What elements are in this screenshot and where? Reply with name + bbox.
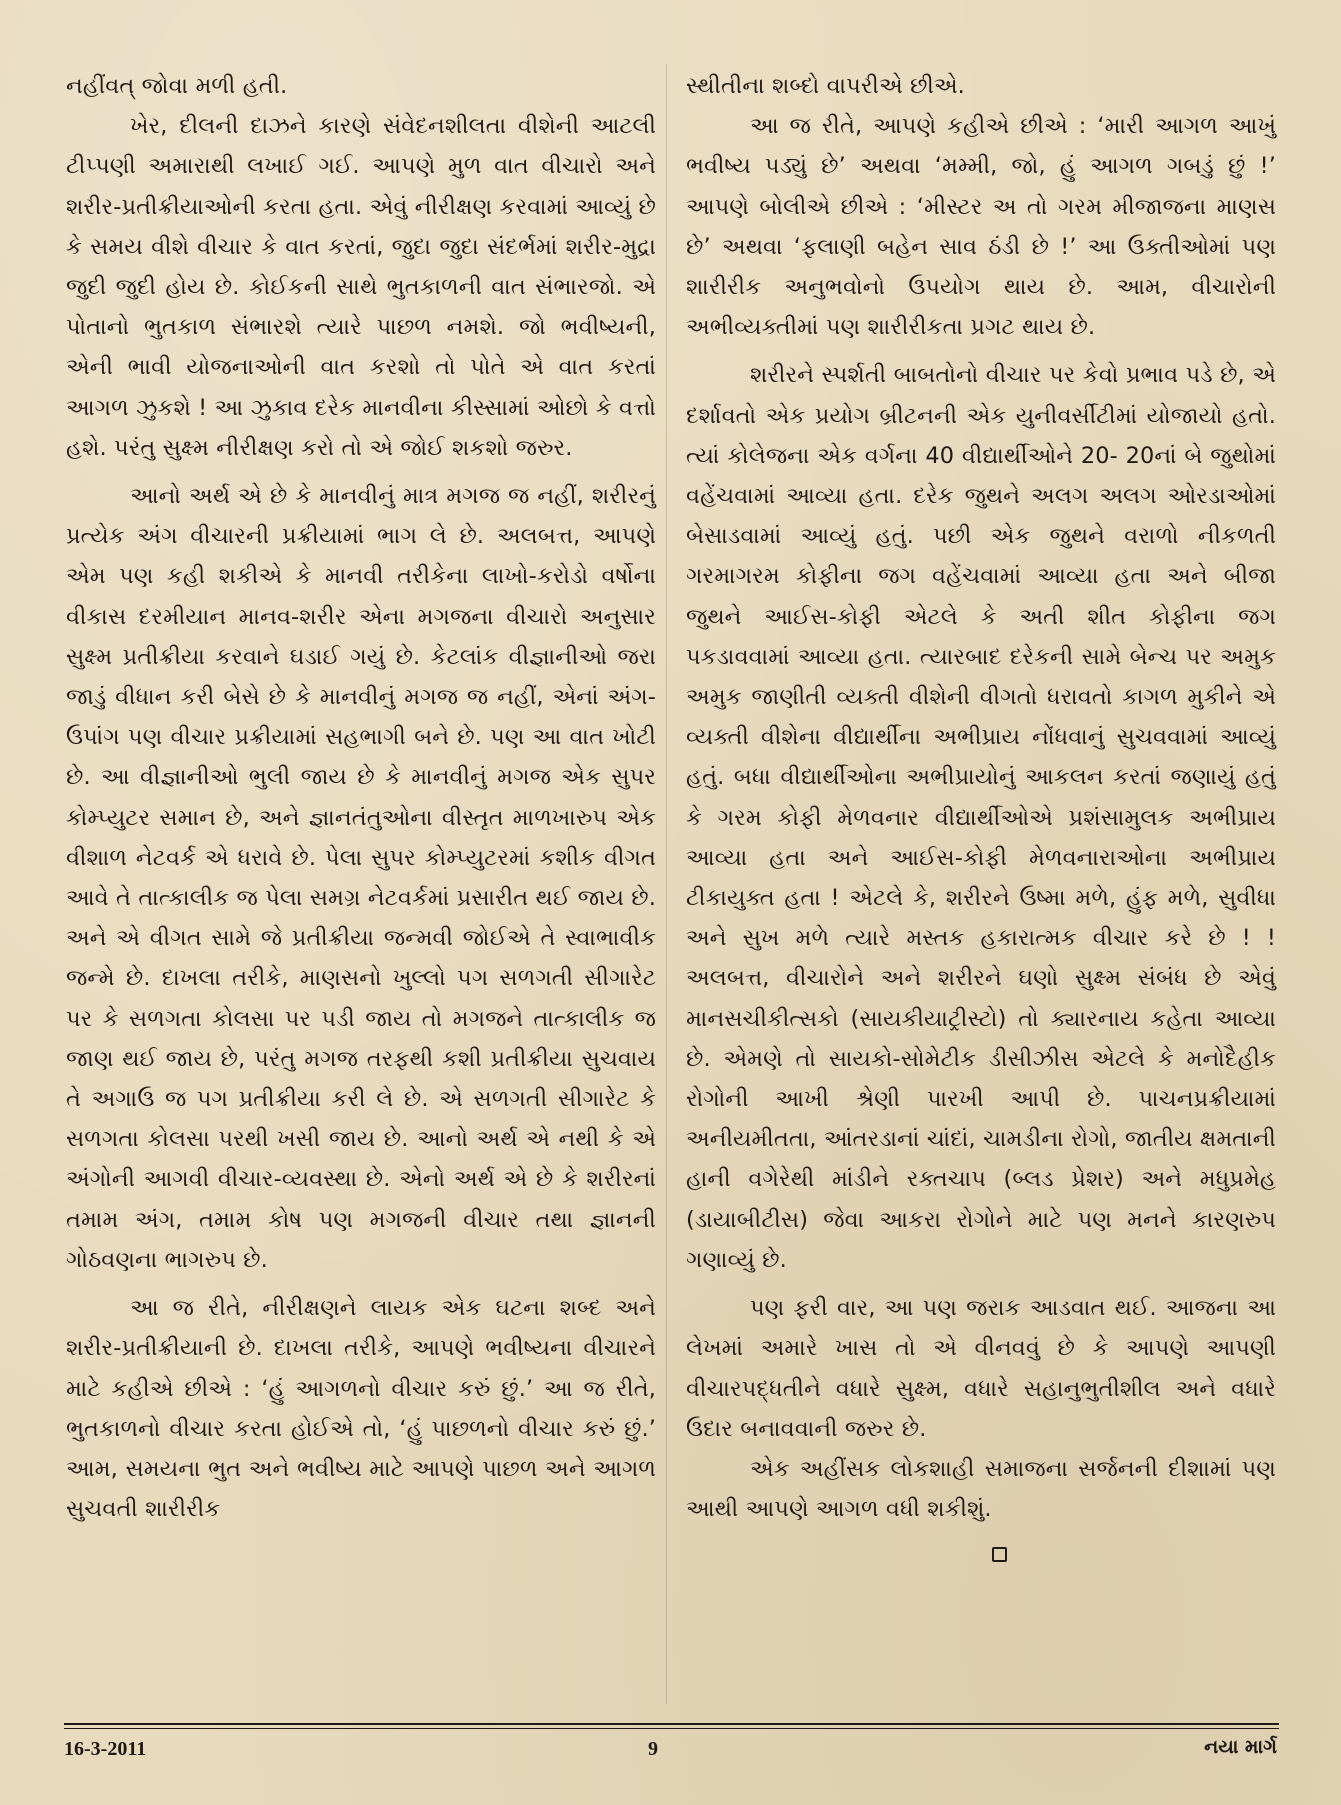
footer-rule: [64, 1723, 1279, 1725]
paragraph: શરીરને સ્પર્શતી બાબતોનો વીચાર પર કેવો પ્રભાવ પડે છે, એ દર્શાવતો એક પ્રયોગ બ્રીટનની એક યુનીવર્સીટીમાં યોજાયો હતો. ત્યાં કોલેજના એક વર્ગના 40 વીદ્યાર્થીઓને 20- 20નાં બે જુથોમાં વહેંચવામાં આવ્યા હતા. દરેક જુથને અલગ અલગ ઓરડાઓમાં બેસાડવામાં આવ્યું હતું. પછી એક જુથને વરાળો નીકળતી ગરમાગરમ કોફીના જગ વહેંચવામાં આવ્યા હતા અને બીજા જુથને આઈસ-કોફી એટલે કે અતી શીત કોફીના જગ પકડાવવામાં આવ્યા હતા. ત્યારબાદ દરેકની સામે બેન્ચ પર અમુક અમુક જાણીતી વ્યક્તી વીશેની વીગતો ધરાવતો કાગળ મુકીને એ વ્યક્તી વીશેના વીદ્યાર્થીના અભીપ્રાય નોંધવાનું સુચવવામાં આવ્યું હતું. બધા વીદ્યાર્થીઓના અભીપ્રાયોનું આકલન કરતાં જણાયું હતું કે ગરમ કોફી મેળવનાર વીદ્યાર્થીઓએ પ્રશંસામુલક અભીપ્રાય આવ્યા હતા અને આઈસ-કોફી મેળવનારાઓના અભીપ્રાય ટીકાયુક્ત હતા ! એટલે કે, શરીરને ઉષ્મા મળે, હુંફ મળે, સુવીધા અને સુખ મળે ત્યારે મસ્તક હકારાત્મક વીચાર કરે છે ! ! અલબત્ત, વીચારોને અને શરીરને ઘણો સુક્ષ્મ સંબંધ છે એવું માનસચીકીત્સકો (સાયકીયાટ્રીસ્ટો) તો ક્યારનાય કહેતા આવ્યા છે. એમણે તો સાયકો-સોમેટીક ડીસીઝીસ એટલે કે મનોદૈહીક રોગોની આખી શ્રેણી પારખી આપી છે. પાચનપ્રક્રીયામાં અનીયમીતતા, આંતરડાનાં ચાંદાં, ચામડીના રોગો, જાતીય ક્ષમતાની હાની વગેરેથી માંડીને રક્તચાપ (બ્લડ પ્રેશર) અને મધુપ્રમેહ (ડાયાબીટીસ) જેવા આકરા રોગોને માટે પણ મનને કારણરુપ ગણાવ્યું છે.: [686, 362, 1276, 1273]
paragraph: આનો અર્થ એ છે કે માનવીનું માત્ર મગજ જ નહીં, શરીરનું પ્રત્યેક અંગ વીચારની પ્રક્રીયામાં ભાગ લે છે. અલબત્ત, આપણે એમ પણ કહી શકીએ કે માનવી તરીકેના લાખો-કરોડો વર્ષોના વીકાસ દરમીયાન માનવ-શરીર એના મગજના વીચારો અનુસાર સુક્ષ્મ પ્રતીક્રીયા કરવાને ઘડાઈ ગયું છે. કેટલાંક વીજ્ઞાનીઓ જરા જાડું વીધાન કરી બેસે છે કે માનવીનું મગજ જ નહીં, એનાં અંગ-ઉપાંગ પણ વીચાર પ્રક્રીયામાં સહભાગી બને છે. પણ આ વાત ખોટી છે. આ વીજ્ઞાનીઓ ભુલી જાય છે કે માનવીનું મગજ એક સુપર કોમ્પ્યુટર સમાન છે, અને જ્ઞાનતંતુઓના વીસ્તૃત માળખારુપ એક વીશાળ નેટવર્ક એ ધરાવે છે. પેલા સુપર કોમ્પ્યુટરમાં કશીક વીગત આવે તે તાત્કાલીક જ પેલા સમગ્ર નેટવર્કમાં પ્રસારીત થઈ જાય છે. અને એ વીગત સામે જે પ્રતીક્રીયા જન્મવી જોઈએ તે સ્વાભાવીક જન્મે છે. દાખલા તરીકે, માણસનો ખુલ્લો પગ સળગતી સીગારેટ પર કે સળગતા કોલસા પર પડી જાય તો મગજને તાત્કાલીક જ જાણ થઈ જાય છે, પરંતુ મગજ તરફથી કશી પ્રતીક્રીયા સુચવાય તે અગાઉ જ પગ પ્રતીક્રીયા કરી લે છે. એ સળગતી સીગારેટ કે સળગતા કોલસા પરથી ખસી જાય છે. આનો અર્થ એ નથી કે એ અંગોની આગવી વીચાર-વ્યવસ્થા છે. એનો અર્થ એ છે કે શરીરનાં તમામ અંગ, તમામ કોષ પણ મગજની વીચાર તથા જ્ઞાનની ગોઠવણના ભાગરુપ છે.: [66, 483, 656, 1273]
paragraph: આ જ રીતે, આપણે કહીએ છીએ : ‘મારી આગળ આખું ભવીષ્ય પડ્યું છે’ અથવા ‘મમ્મી, જો, હું આગળ ગબડું છું !’ આપણે બોલીએ છીએ : ‘મીસ્ટર અ તો ગરમ મીજાજના માણસ છે’ અથવા ‘ફલાણી બહેન સાવ ઠંડી છે !’ આ ઉક્તીઓમાં પણ શારીરીક અનુભવોનો ઉપયોગ થાય છે. આમ, વીચારોની અભીવ્યક્તીમાં પણ શારીરીકતા પ્રગટ થાય છે.: [686, 113, 1276, 341]
left-column: [66, 66, 656, 1529]
page-number: 9: [648, 1738, 658, 1760]
magazine-name: નયા માર્ગ: [1204, 1736, 1277, 1758]
paragraph: એક અહીંસક લોકશાહી સમાજના સર્જનની દીશામાં પણ આથી આપણે આગળ વધી શકીશું.: [686, 1455, 1276, 1523]
paragraph: ખેર, દીલની દાઝને કારણે સંવેદનશીલતા વીશેની આટલી ટીપ્પણી અમારાથી લખાઈ ગઈ. આપણે મુળ વાત વીચારો અને શરીર-પ્રતીક્રીયાઓની કરતા હતા. એવું નીરીક્ષણ કરવામાં આવ્યું છે કે સમય વીશે વીચાર કે વાત કરતાં, જુદા જુદા સંદર્ભમાં શરીર-મુદ્રા જુદી જુદી હોય છે. કોઈકની સાથે ભુતકાળની વાત સંભારજો. એ પોતાનો ભુતકાળ સંભારશે ત્યારે પાછળ નમશે. જો ભવીષ્યની, એની ભાવી યોજનાઓની વાત કરશો તો પોતે એ વાત કરતાં આગળ ઝુકશે ! આ ઝુકાવ દરેક માનવીના કીસ્સામાં ઓછો કે વત્તો હશે. પરંતુ સુક્ષ્મ નીરીક્ષણ કરો તો એ જોઈ શકશો જરુર.: [66, 113, 656, 461]
right-column: [686, 66, 1276, 1562]
paragraph-continuation: નહીંવત્ જોવા મળી હતી.: [66, 73, 288, 99]
column-divider: [666, 64, 667, 1704]
footer-rule-thin: [64, 1728, 1279, 1729]
paragraph: પણ ફરી વાર, આ પણ જરાક આડવાત થઈ. આજના આ લેખમાં અમારે ખાસ તો એ વીનવવું છે કે આપણે આપણી વીચારપદ્ધતીને વધારે સુક્ષ્મ, વધારે સહાનુભુતીશીલ અને વધારે ઉદાર બનાવવાની જરુર છે.: [686, 1295, 1276, 1442]
paragraph: આ જ રીતે, નીરીક્ષણને લાયક એક ઘટના શબ્દ અને શરીર-પ્રતીક્રીયાની છે. દાખલા તરીકે, આપણે ભવીષ્યના વીચારને માટે કહીએ છીએ : ‘હું આગળનો વીચાર કરું છું.’ આ જ રીતે, ભુતકાળનો વીચાર કરતા હોઈએ તો, ‘હું પાછળનો વીચાર કરું છું.’ આમ, સમયના ભુત અને ભવીષ્ય માટે આપણે પાછળ અને આગળ સુચવતી શારીરીક: [66, 1295, 656, 1523]
end-of-article-square-icon: [992, 1547, 1007, 1562]
footer-date: 16-3-2011: [64, 1738, 147, 1760]
paragraph-continuation: સ્થીતીના શબ્દો વાપરીએ છીએ.: [686, 73, 965, 99]
